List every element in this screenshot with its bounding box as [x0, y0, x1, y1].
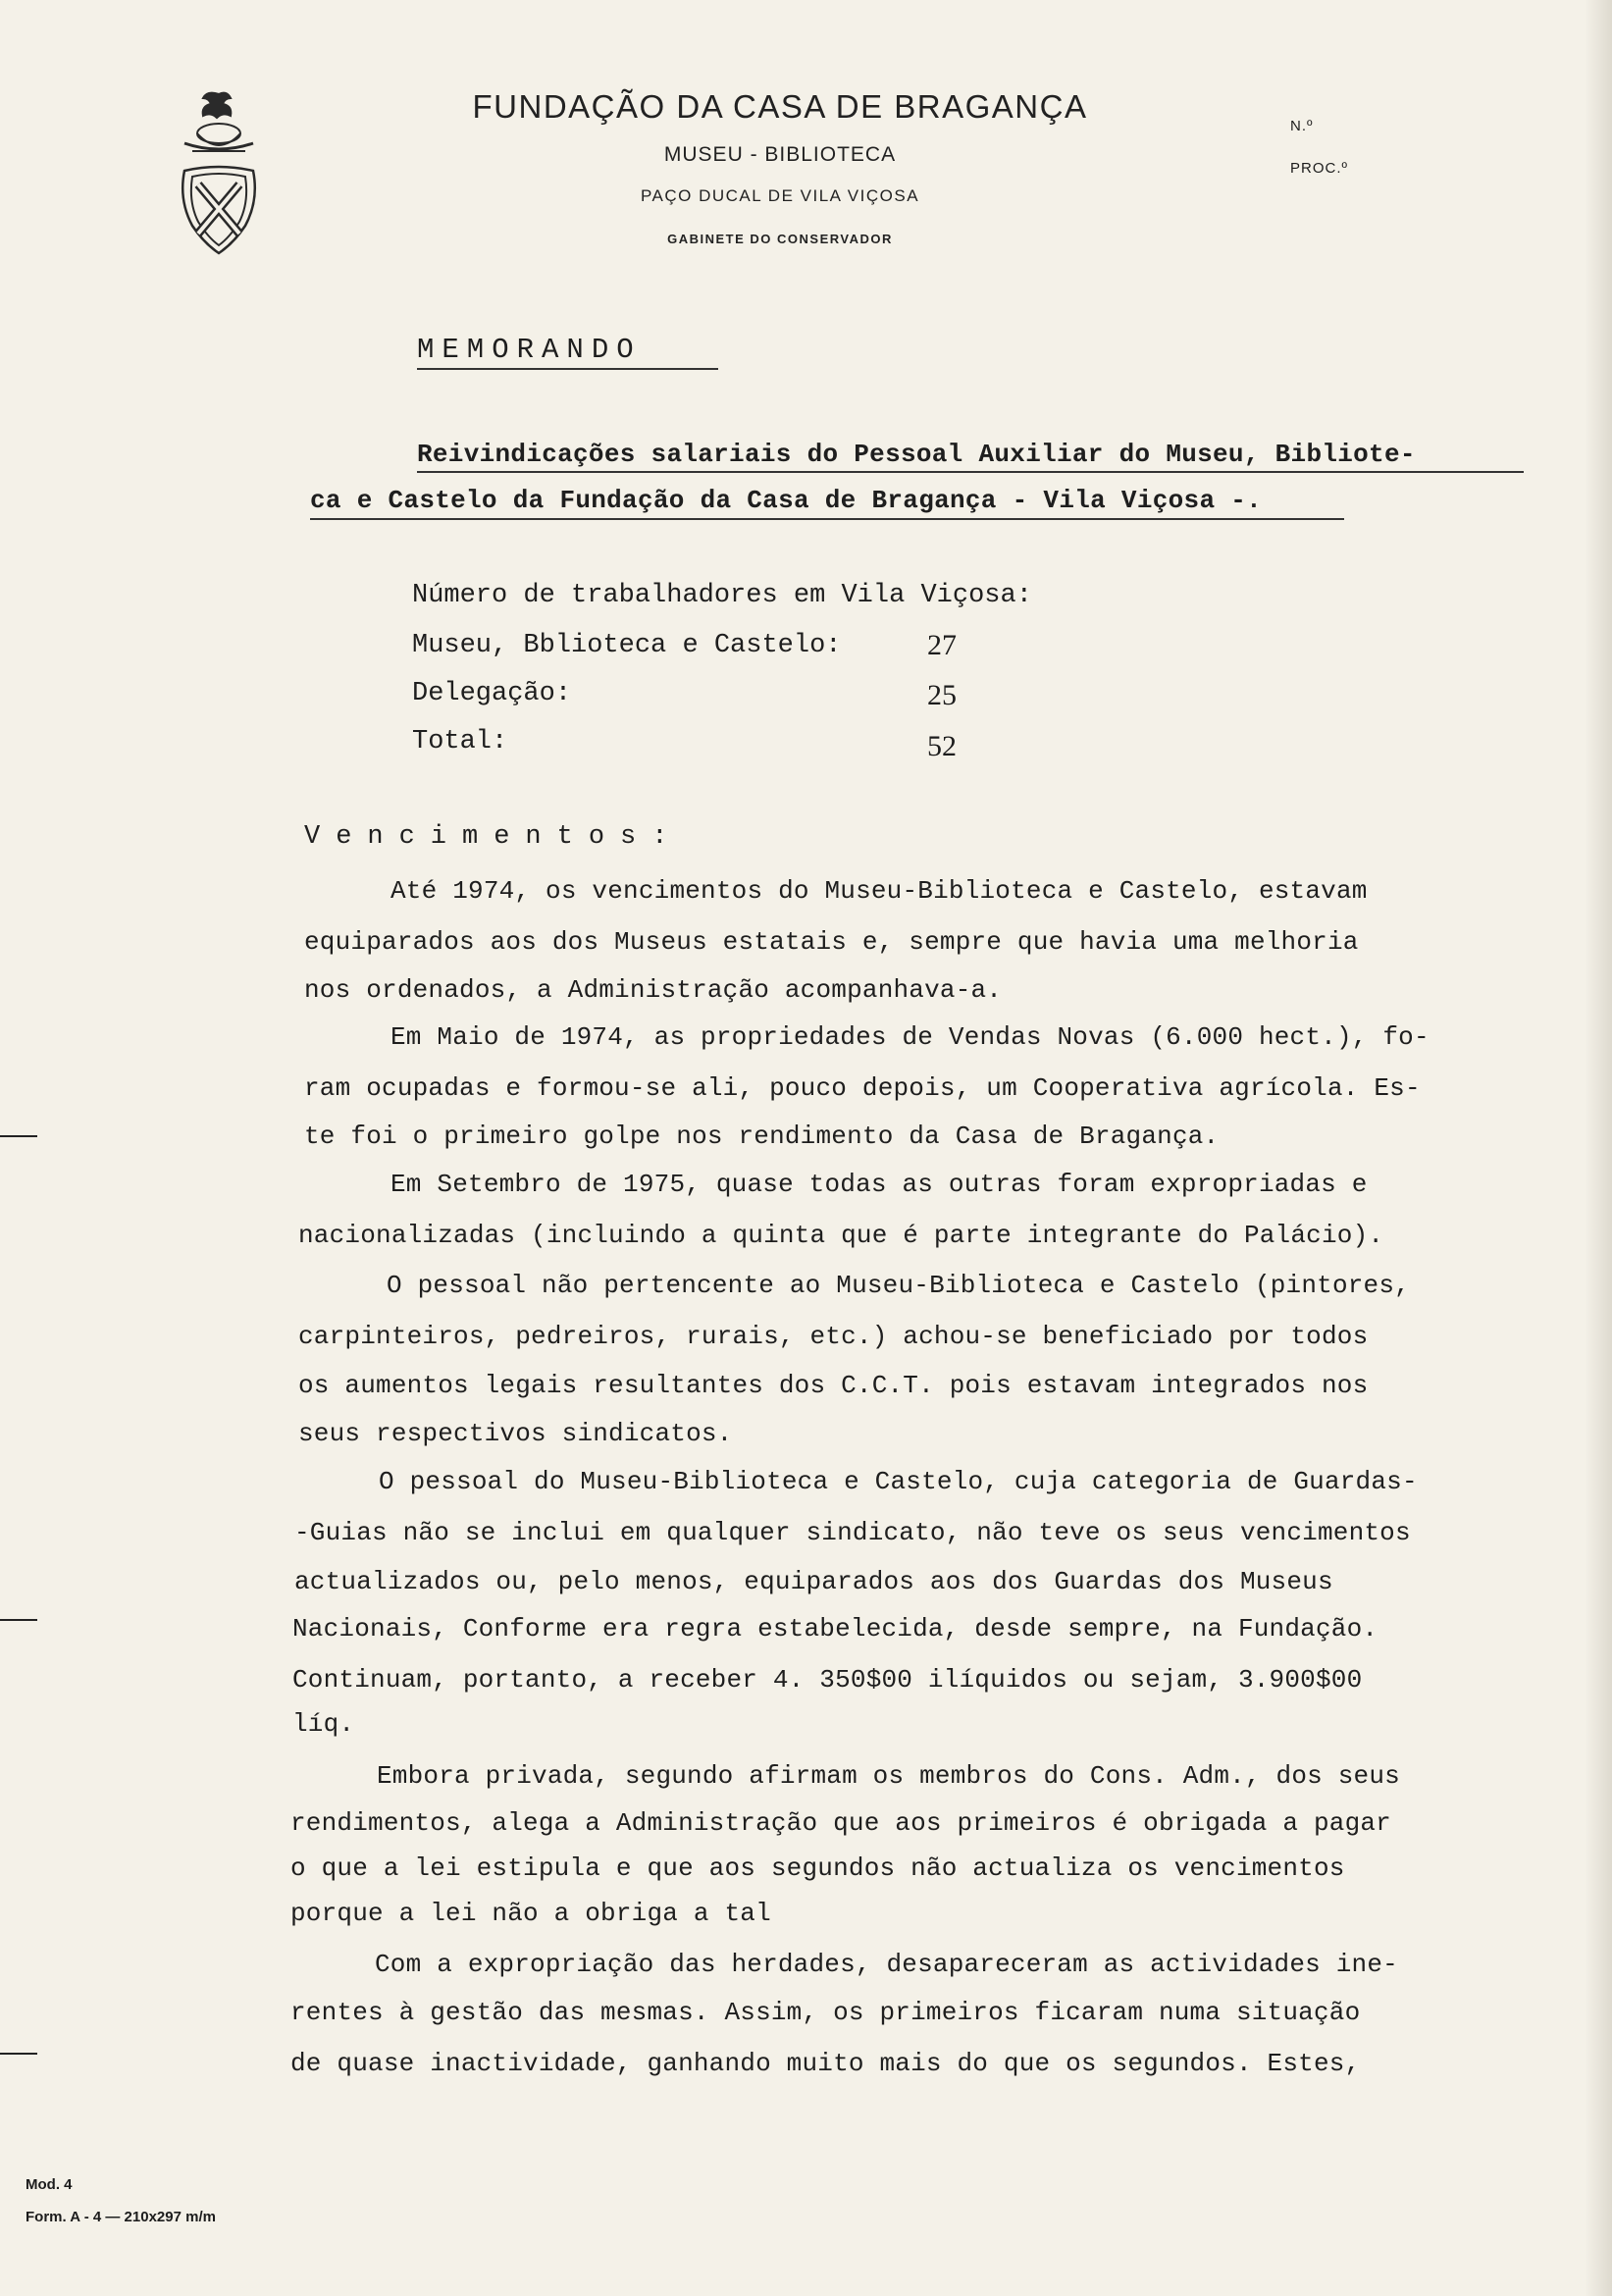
memo-heading: MEMORANDO	[417, 334, 642, 366]
section-title: Vencimentos:	[304, 822, 684, 852]
workers-intro: Número de trabalhadores em Vila Viçosa:	[412, 581, 1032, 610]
body-line: Continuam, portanto, a receber 4. 350$00 ilíquidos ou sejam, 3.900$00	[292, 1665, 1363, 1695]
body-line: de quase inactividade, ganhando muito mais do que os segundos. Estes,	[290, 2049, 1361, 2078]
body-line: Nacionais, Conforme era regra estabelecida, desde sempre, na Fundação.	[292, 1614, 1378, 1644]
body-line: ram ocupadas e formou-se ali, pouco depois, um Cooperativa agrícola. Es-	[304, 1073, 1421, 1103]
fold-mark	[0, 1135, 37, 1137]
fold-mark	[0, 1619, 37, 1621]
body-line: os aumentos legais resultantes dos C.C.T. pois estavam integrados nos	[298, 1371, 1369, 1400]
paper-edge-shadow	[1585, 0, 1612, 2296]
process-label: PROC.º	[1290, 160, 1348, 177]
body-line: seus respectivos sindicatos.	[298, 1419, 733, 1448]
form-size: Form. A - 4 — 210x297 m/m	[26, 2209, 216, 2225]
subject-underline-1	[417, 471, 1524, 473]
palace-subtitle: PAÇO DUCAL DE VILA VIÇOSA	[640, 186, 920, 205]
heading-underline	[417, 368, 718, 370]
body-line: líq.	[292, 1709, 355, 1739]
fold-mark	[0, 2053, 37, 2055]
form-model: Mod. 4	[26, 2176, 73, 2193]
stat-value: 27	[927, 629, 957, 661]
body-line: equiparados aos dos Museus estatais e, sempre que havia uma melhoria	[304, 927, 1359, 957]
body-line: actualizados ou, pelo menos, equiparados aos dos Guardas dos Museus	[294, 1567, 1333, 1596]
body-line: te foi o primeiro golpe nos rendimento da Casa de Bragança.	[304, 1122, 1220, 1151]
body-line: Em Maio de 1974, as propriedades de Vendas Novas (6.000 hect.), fo-	[390, 1022, 1430, 1052]
body-line: Embora privada, segundo afirmam os membros do Cons. Adm., dos seus	[377, 1761, 1400, 1791]
body-line: Com a expropriação das herdades, desapareceram as actividades ine-	[375, 1950, 1398, 1979]
subject-line-1: Reivindicações salariais do Pessoal Auxiliar do Museu, Bibliote-	[417, 440, 1416, 469]
body-line: Até 1974, os vencimentos do Museu-Biblioteca e Castelo, estavam	[390, 876, 1368, 906]
body-line: nacionalizadas (incluindo a quinta que é parte integrante do Palácio).	[298, 1221, 1384, 1250]
body-line: O pessoal do Museu-Biblioteca e Castelo, cuja categoria de Guardas-	[379, 1467, 1418, 1496]
stat-value: 52	[927, 730, 957, 762]
body-line: carpinteiros, pedreiros, rurais, etc.) achou-se beneficiado por todos	[298, 1322, 1369, 1351]
subject-line-2: ca e Castelo da Fundação da Casa de Bragança - Vila Viçosa -.	[310, 486, 1263, 515]
body-line: Em Setembro de 1975, quase todas as outras foram expropriadas e	[390, 1170, 1368, 1199]
office-subtitle: GABINETE DO CONSERVADOR	[667, 232, 893, 246]
subject-underline-2	[310, 518, 1344, 520]
number-label: N.º	[1290, 118, 1314, 134]
stat-value: 25	[927, 679, 957, 711]
body-line: -Guias não se inclui em qualquer sindicato, não teve os seus vencimentos	[294, 1518, 1411, 1547]
institution-title: FUNDAÇÃO DA CASA DE BRAGANÇA	[472, 88, 1088, 125]
body-line: rentes à gestão das mesmas. Assim, os primeiros ficaram numa situação	[290, 1998, 1361, 2027]
coat-of-arms-icon	[165, 86, 273, 263]
body-line: o que a lei estipula e que aos segundos não actualiza os vencimentos	[290, 1853, 1345, 1883]
stat-label: Total:	[412, 727, 508, 757]
body-line: O pessoal não pertencente ao Museu-Biblioteca e Castelo (pintores,	[387, 1271, 1410, 1300]
body-line: rendimentos, alega a Administração que aos primeiros é obrigada a pagar	[290, 1808, 1391, 1838]
stat-label: Delegação:	[412, 679, 572, 708]
stat-label: Museu, Bblioteca e Castelo:	[412, 631, 842, 660]
museum-subtitle: MUSEU - BIBLIOTECA	[663, 143, 897, 166]
body-line: porque a lei não a obriga a tal	[290, 1899, 771, 1928]
body-line: nos ordenados, a Administração acompanhava-a.	[304, 975, 1003, 1005]
